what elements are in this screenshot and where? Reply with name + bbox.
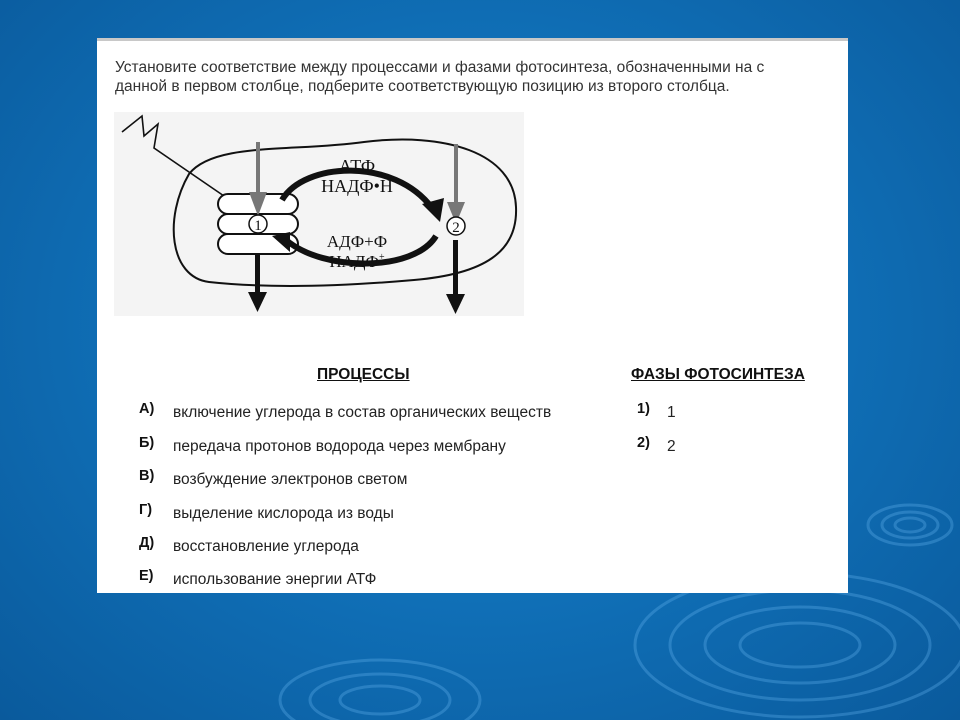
process-text-e: использование энергии АТФ: [173, 571, 377, 588]
phase-number-1: 1): [637, 401, 650, 417]
label-atp: АТФ: [338, 156, 376, 176]
lightning-icon: [122, 116, 224, 196]
process-letter-d: Д): [139, 535, 155, 551]
label-nadph: НАДФ•Н: [321, 176, 393, 196]
process-text-d: восстановление углерода: [173, 538, 359, 555]
process-letter-g: Г): [139, 502, 153, 518]
phase-number-2: 2): [637, 435, 650, 451]
process-text-v: возбуждение электронов светом: [173, 471, 408, 488]
label-adp: АДФ+Ф: [326, 232, 388, 251]
label-nadp: НАДФ+: [329, 252, 385, 271]
phase-value-1: 1: [667, 404, 676, 421]
process-letter-e: Е): [139, 568, 154, 584]
instruction-line-1: Установите соответствие между процессами и фазами фотосинтеза, обозначенными на с: [115, 59, 765, 76]
process-text-a: включение углерода в состав органических веществ: [173, 404, 552, 421]
process-text-g: выделение кислорода из воды: [173, 505, 394, 522]
marker-1-label: 1: [254, 218, 262, 234]
phase-value-2: 2: [667, 438, 676, 455]
process-letter-v: В): [139, 468, 155, 484]
process-text-b: передача протонов водорода через мембрану: [173, 438, 506, 455]
process-letter-a: А): [139, 401, 155, 417]
chloroplast-diagram: [114, 112, 524, 316]
panel-top-border: [97, 38, 848, 41]
instruction-line-2: данной в первом столбце, подберите соответствующую позицию из второго столбца.: [115, 78, 730, 95]
task-instruction: [115, 58, 848, 96]
task-panel: [97, 38, 848, 593]
marker-2-label: 2: [452, 220, 460, 236]
phases-heading: ФАЗЫ ФОТОСИНТЕЗА: [631, 366, 805, 383]
processes-heading: ПРОЦЕССЫ: [317, 366, 410, 383]
process-letter-b: Б): [139, 435, 155, 451]
